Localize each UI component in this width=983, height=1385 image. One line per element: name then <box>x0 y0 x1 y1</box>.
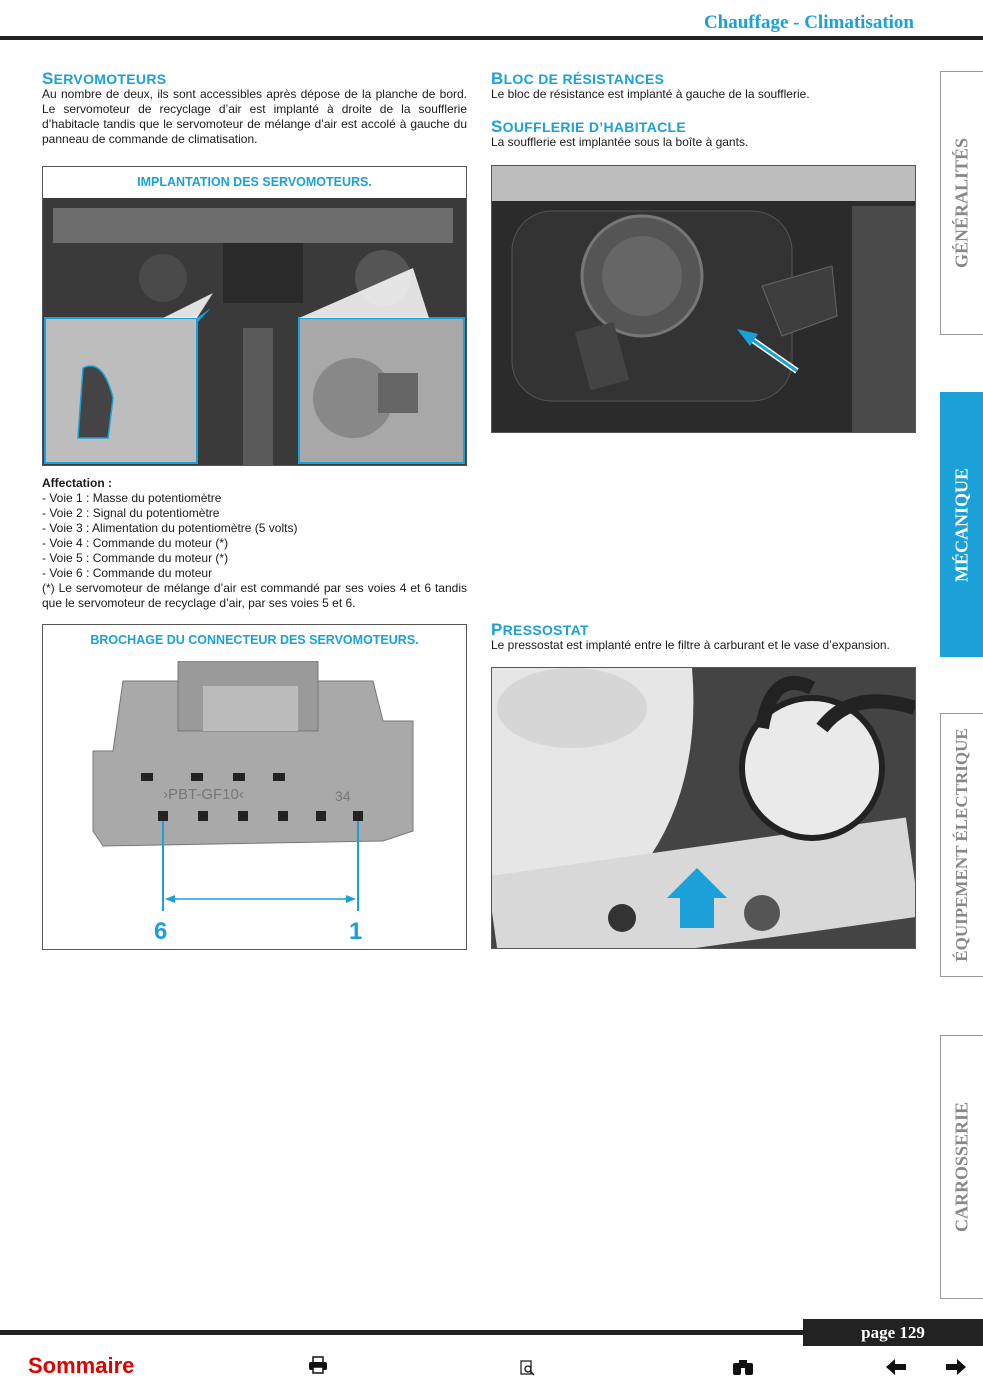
tab-label: GÉNÉRALITÉS <box>951 137 972 269</box>
connector-diagram <box>83 661 423 941</box>
heading-rest: ERVOMOTEURS <box>53 71 167 87</box>
heading-initial: S <box>42 69 54 88</box>
voie-2: - Voie 2 : Signal du potentiomètre <box>42 506 220 520</box>
heading-initial: P <box>491 620 503 639</box>
figure-title: IMPLANTATION DES SERVOMOTEURS. <box>137 175 372 189</box>
heading-rest: OUFFLERIE D’HABITACLE <box>502 119 687 135</box>
voie-4: - Voie 4 : Commande du moteur (*) <box>42 536 229 550</box>
dashboard-photo <box>43 198 466 465</box>
tab-mecanique[interactable] <box>940 392 983 657</box>
heading-initial: S <box>491 117 503 136</box>
figure-title: BROCHAGE DU CONNECTEUR DES SERVOMOTEURS. <box>90 633 419 647</box>
header-divider <box>0 36 983 40</box>
page-number: page 129 <box>803 1319 983 1346</box>
pin-6-label: 6 <box>154 918 168 941</box>
servomoteurs-text: Au nombre de deux, ils sont accessibles après dépose de la planche de bord. Le servomoteur de recyclage d’air est implanté à droite de la soufflerie d’habitacle tandis que le servomoteur de mélange d’air est accolé à gauche du panneau de commande de climatisation. <box>42 87 467 146</box>
blower-photo <box>491 165 916 433</box>
tab-label: CARROSSERIE <box>951 1101 972 1233</box>
binoculars-icon[interactable] <box>731 1358 755 1381</box>
bloc-resistances-text: Le bloc de résistance est implanté à gauche de la soufflerie. <box>491 87 810 101</box>
note-text: (*) Le servomoteur de mélange d’air est commandé par ses voies 4 et 6 tandis que le servomoteur de recyclage d’air, par ses voies 5 et 6. <box>42 581 467 610</box>
tab-equipement-electrique[interactable] <box>940 713 983 977</box>
arrow-left-icon[interactable] <box>886 1359 906 1380</box>
heading-rest: RESSOSTAT <box>502 622 589 638</box>
soufflerie-text: La soufflerie est implantée sous la boîte à gants. <box>491 135 749 149</box>
heading-rest: LOC DE RÉSISTANCES <box>503 71 665 87</box>
heading-initial: B <box>491 69 504 88</box>
tab-generalites[interactable] <box>940 71 983 335</box>
tab-label: MÉCANIQUE <box>951 467 972 582</box>
pin-1-label: 1 <box>349 918 363 941</box>
engine-bay-photo <box>491 667 916 949</box>
blower-photo-art <box>492 166 915 432</box>
soufflerie-heading <box>491 117 916 137</box>
voie-6: - Voie 6 : Commande du moteur <box>42 566 213 580</box>
affectation-title: Affectation : <box>42 476 112 490</box>
connector-marking: ›PBT-GF10‹ <box>163 786 244 803</box>
engine-bay-photo-art <box>492 668 915 948</box>
dashboard-photo-art <box>43 198 466 465</box>
sommaire-link[interactable]: Sommaire <box>28 1353 135 1378</box>
tab-carrosserie[interactable] <box>940 1035 983 1299</box>
tab-label: ÉQUIPEMENT ÉLECTRIQUE <box>952 728 971 962</box>
voie-1: - Voie 1 : Masse du potentiomètre <box>42 491 222 505</box>
connector-code: 34 <box>335 788 351 804</box>
printer-icon[interactable] <box>308 1356 328 1379</box>
servomoteurs-heading <box>42 69 467 89</box>
figure-implantation <box>42 166 467 466</box>
pressostat-heading <box>491 620 916 640</box>
search-doc-icon[interactable] <box>520 1360 536 1381</box>
pressostat-text: Le pressostat est implanté entre le filtre à carburant et le vase d’expansion. <box>491 638 890 652</box>
arrow-right-icon[interactable] <box>946 1359 966 1380</box>
voie-3: - Voie 3 : Alimentation du potentiomètre (5 volts) <box>42 521 298 535</box>
bloc-resistances-heading <box>491 69 916 89</box>
figure-brochage <box>42 624 467 950</box>
voie-5: - Voie 5 : Commande du moteur (*) <box>42 551 229 565</box>
page-section-title: Chauffage - Climatisation <box>703 12 914 33</box>
